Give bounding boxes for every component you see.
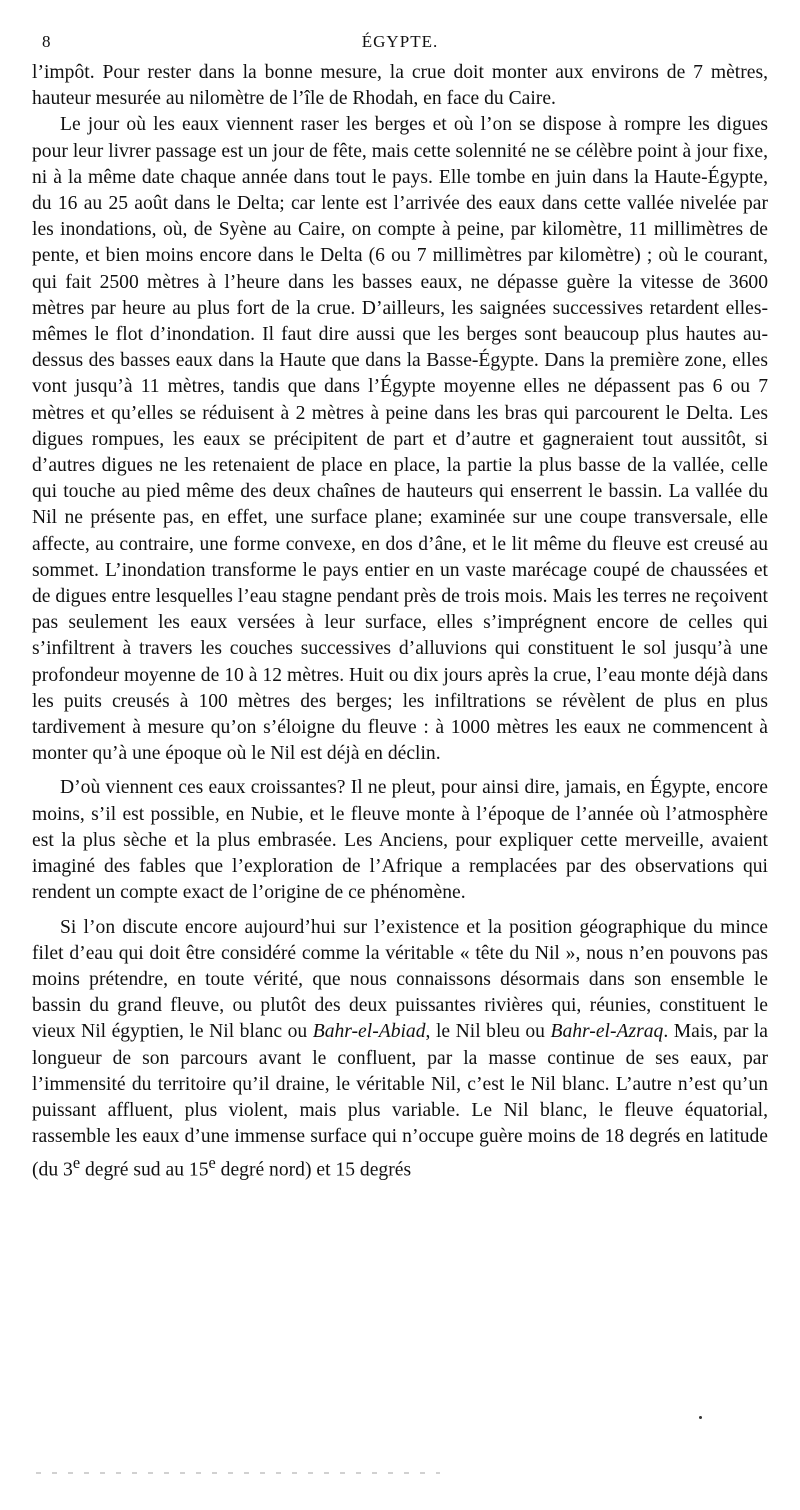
ink-speck xyxy=(699,1416,702,1419)
paragraph-4-superscript-1: e xyxy=(72,1153,81,1173)
bleed-through-line xyxy=(36,1472,440,1474)
paragraph-1-text: l’impôt. Pour rester dans la bonne mesure, la crue doit monter aux environs de 7 mètres, hauteur mesurée au nilomètre de l’île de Rhodah, en face du Caire. xyxy=(32,62,768,110)
paragraph-4-text-c: . Mais, par la longueur de son parcours avant le confluent, par la masse continue de ses eaux, par l’immensité du territoire qu’il draine, le véritable Nil, c’est le Nil blanc. L’autre n’est qu’un puissant affluent, plus violent, mais plus variable. Le Nil blanc, le fleuve équatorial, rassemble les eaux d’une immense surface qui n’occupe guère moins de 18 degrés en latitude (du 3 xyxy=(32,1021,768,1181)
paragraph-4-text-b: , le Nil bleu ou xyxy=(425,1021,551,1043)
paragraph-3 xyxy=(32,775,768,906)
paragraph-4-text-d: degré sud au 15 xyxy=(80,1159,209,1181)
paragraph-2 xyxy=(32,112,768,767)
paragraph-4 xyxy=(32,915,768,1185)
paragraph-2-text: Le jour où les eaux viennent raser les berges et où l’on se dispose à rompre les digues pour leur livrer passage est un jour de fête, mais cette solennité ne se célèbre point à jour fixe, ni à la même date chaque année dans tout le pays. Elle tombe en juin dans la Haute-Égypte, du 16 au 25 août dans le Delta; car lente est l’arrivée des eaux dans cette vallée nivelée par les inondations, où, de Syène au Caire, on compte à peine, par kilomètre, 11 millimètres de pente, et bien moins encore dans le Delta (6 ou 7 millimètres par kilomètre) ; où le courant, qui fait 2500 mètres à l’heure dans les basses eaux, ne dépasse guère la vitesse de 3600 mètres par heure au plus fort de la crue. D’ailleurs, les saignées successives retardent elles-mêmes le flot d’inondation. Il faut dire aussi que les berges sont beaucoup plus hautes au-dessus des basses eaux dans la Haute que dans la Basse-Égypte. Dans la première zone, elles vont jusqu’à 11 mètres, tandis que dans l’Égypte moyenne elles ne dépassent pas 6 ou 7 mètres et qu’elles se réduisent à 2 mètres à peine dans les bras qui parcourent le Delta. Les digues rompues, les eaux se précipitent de part et d’autre et gagneraient tout aussitôt, si d’autres digues ne les retenaient de place en place, la partie la plus basse de la vallée, celle qui touche au pied même des deux chaînes de hauteurs qui enserrent le bassin. La vallée du Nil ne présente pas, en effet, une surface plane; examinée sur une coupe transversale, elle affecte, au contraire, une forme convexe, en dos d’âne, et le lit même du fleuve est creusé au sommet. L’inondation transforme le pays entier en un vaste marécage coupé de chaussées et de digues entre lesquelles l’eau stagne pendant près de trois mois. Mais les terres ne reçoivent pas seulement les eaux versées à leur surface, elles s’imprégnent encore de celles qui s’infiltrent à travers les couches successives d’alluvions qui constituent le sol jusqu’à une profondeur moyenne de 10 à 12 mètres. Huit ou dix jours après la crue, l’eau monte déjà dans les puits creusés à 100 mètres des berges; les infiltrations se révèlent de plus en plus tardivement à mesure qu’on s’éloigne du fleuve : à 1000 mètres les eaux ne commencent à monter qu’à une époque où le Nil est déjà en déclin. xyxy=(32,114,768,765)
page-number: 8 xyxy=(42,32,52,51)
body-text xyxy=(32,60,768,1184)
running-head xyxy=(32,28,768,58)
paragraph-4-text-a: Si l’on discute encore aujourd’hui sur l’existence et la position géographique du mince filet d’eau qui doit être considéré comme la véritable « tête du Nil », nous n’en pouvons pas moins prétendre, en toute vérité, que nous connaissons désormais dans son ensemble le bassin du grand fleuve, ou plutôt des deux puissantes rivières qui, réunies, constituent le vieux Nil égyptien, le Nil blanc ou xyxy=(32,916,768,1043)
paragraph-4-term-bahr-el-abiad: Bahr-el-Abiad xyxy=(312,1021,426,1043)
paragraph-3-text: D’où viennent ces eaux croissantes? Il ne pleut, pour ainsi dire, jamais, en Égypte, encore moins, s’il est possible, en Nubie, et le fleuve monte à l’époque de l’année où l’atmosphère est la plus sèche et la plus embrasée. Les Anciens, pour expliquer cette merveille, avaient imaginé des fables que l’exploration de l’Afrique a remplacées par des observations qui rendent un compte exact de l’origine de ce phénomène. xyxy=(32,777,768,904)
paragraph-4-superscript-2: e xyxy=(208,1153,216,1173)
paragraph-1 xyxy=(32,60,768,112)
paragraph-4-text-e: degré nord) et 15 degrés xyxy=(215,1159,412,1181)
page xyxy=(32,28,768,1184)
running-title: ÉGYPTE. xyxy=(361,32,439,51)
paragraph-4-term-bahr-el-azraq: Bahr-el-Azraq xyxy=(550,1021,664,1043)
